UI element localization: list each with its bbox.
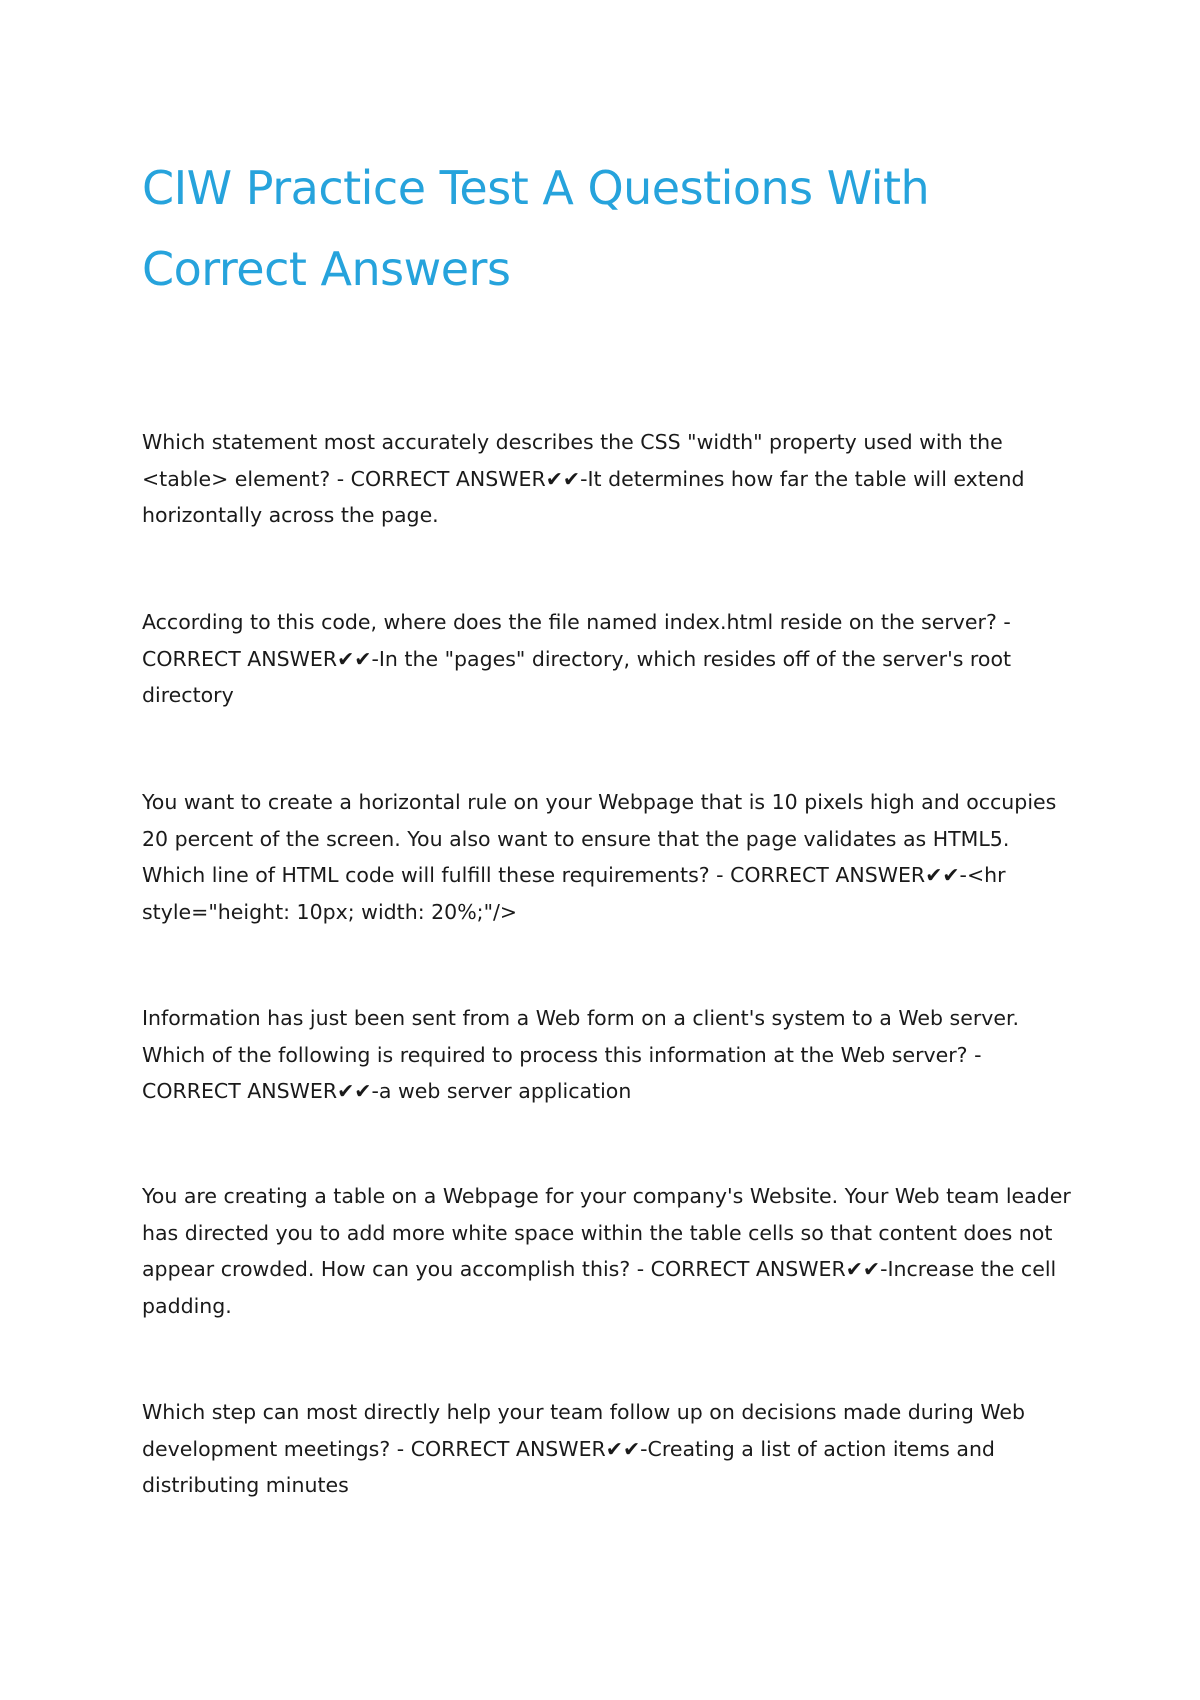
checkmark-icon: ✔✔ bbox=[545, 466, 581, 491]
question-text: You are creating a table on a Webpage for your company's Website. Your Web team leader has directed you to add more white space within the table cells so that content does not appear crowded. How can you accomplish this? bbox=[142, 1184, 1071, 1281]
checkmark-icon: ✔✔ bbox=[605, 1436, 641, 1461]
question-text: You want to create a horizontal rule on your Webpage that is 10 pixels high and occupies 20 percent of the screen. You also want to ensure that the page validates as HTML5. Which line of HTML code will fulfill these requirements? bbox=[142, 790, 1057, 887]
answer-text: a web server application bbox=[378, 1079, 632, 1103]
answer-text: It determines how far the table will extend horizontally across the page. bbox=[142, 466, 1025, 527]
qa-item: According to this code, where does the file named index.html reside on the server? - CORRECT ANSWER✔✔-In the "pages" directory, which resides off of the server's root directory bbox=[142, 610, 1018, 707]
answer-text: <hr style="height: 10px; width: 20%;"/> bbox=[142, 863, 1006, 924]
answer-label: CORRECT ANSWER bbox=[650, 1257, 846, 1281]
question-text: Which statement most accurately describes the CSS "width" property used with the <table> element? bbox=[142, 430, 1003, 491]
qa-item: You want to create a horizontal rule on your Webpage that is 10 pixels high and occupies 20 percent of the screen. You also want to ensure that the page validates as HTML5. Which line of HTML code will fulfill these requirements? - CORRECT ANSWER✔✔-<hr style="height: 10px; width: 20%;"/> bbox=[142, 790, 1057, 924]
question-text: Which step can most directly help your team follow up on decisions made during Web development meetings? bbox=[142, 1400, 1026, 1461]
answer-label: CORRECT ANSWER bbox=[410, 1436, 606, 1461]
answer-label: CORRECT ANSWER bbox=[730, 863, 926, 887]
answer-text: Creating a list of action items and distributing minutes bbox=[142, 1436, 995, 1497]
document-title: CIW Practice Test A Questions With Correct Answers bbox=[142, 161, 930, 296]
qa-item: Which statement most accurately describes the CSS "width" property used with the <table> element? - CORRECT ANSWER✔✔-It determines how far the table will extend horizontally across the page. bbox=[142, 430, 1025, 527]
answer-label: CORRECT ANSWER bbox=[350, 466, 546, 491]
checkmark-icon: ✔✔ bbox=[337, 1079, 372, 1103]
qa-item: Which step can most directly help your team follow up on decisions made during Web development meetings? - CORRECT ANSWER✔✔-Creating a list of action items and distributing minutes bbox=[142, 1400, 1026, 1497]
qa-item: Information has just been sent from a Web form on a client's system to a Web server. Which of the following is required to process this information at the Web server? - CORRECT ANSWER✔✔-a web server application bbox=[142, 1006, 1020, 1103]
question-text: Information has just been sent from a Web form on a client's system to a Web server. Which of the following is required to process this information at the Web server? bbox=[142, 1006, 1020, 1067]
checkmark-icon: ✔✔ bbox=[925, 863, 960, 887]
checkmark-icon: ✔✔ bbox=[845, 1257, 881, 1281]
qa-item: You are creating a table on a Webpage for your company's Website. Your Web team leader has directed you to add more white space within the table cells so that content does not appear crowded. How can you accomplish this? - CORRECT ANSWER✔✔-Increase the cell padding. bbox=[142, 1184, 1071, 1318]
checkmark-icon: ✔✔ bbox=[337, 646, 372, 671]
answer-label: CORRECT ANSWER bbox=[142, 646, 338, 671]
answer-label: CORRECT ANSWER bbox=[142, 1079, 338, 1103]
question-text: According to this code, where does the file named index.html reside on the server? bbox=[142, 610, 997, 634]
answer-text: In the "pages" directory, which resides off of the server's root directory bbox=[142, 646, 1012, 707]
answer-text: Increase the cell padding. bbox=[142, 1257, 1057, 1318]
